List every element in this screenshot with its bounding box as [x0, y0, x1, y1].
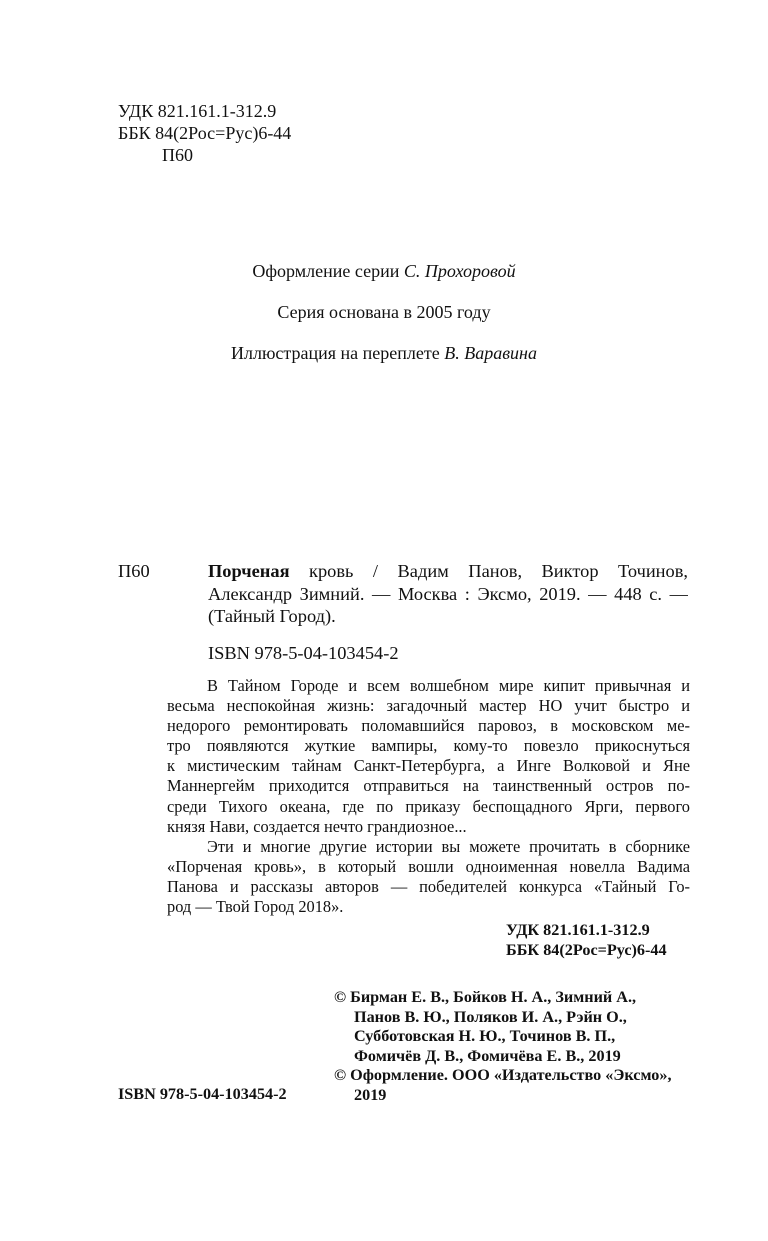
annotation-line: князя Нави, создается нечто грандиозное...: [167, 816, 467, 836]
illustration-name: В. Варавина: [444, 343, 537, 363]
copyright-block: [334, 988, 672, 1105]
record-isbn: ISBN 978-5-04-103454-2: [208, 643, 399, 663]
copyright-line: Фомичёв Д. В., Фомичёва Е. В., 2019: [354, 1046, 621, 1065]
bottom-bbk-code: ББК 84(2Рос=Рус)6-44: [506, 940, 667, 959]
copyright-line: © Бирман Е. В., Бойков Н. А., Зимний А.,: [334, 988, 637, 1006]
series-design-label: Оформление серии: [252, 261, 400, 281]
copyright-line: Панов В. Ю., Поляков И. А., Рэйн О.,: [354, 1007, 627, 1026]
bbk-code: ББК 84(2Рос=Рус)6-44: [118, 123, 292, 143]
bottom-isbn: ISBN 978-5-04-103454-2: [118, 1085, 287, 1103]
annotation-line: В Тайном Городе и всем волшебном мире кипит привычная и: [207, 676, 690, 695]
copyright-line: 2019: [354, 1085, 387, 1104]
series-design-credit: [0, 260, 768, 282]
annotation-line: к мистическим тайнам Санкт-Петербурга, а Инге Волковой и Яне: [167, 756, 690, 776]
record-line: (Тайный Город).: [208, 606, 336, 626]
bottom-udk-code: УДК 821.161.1-312.9: [506, 921, 650, 939]
annotation: [167, 676, 690, 917]
record-author-mark: П60: [118, 561, 150, 581]
series-founded: Серия основана в 2005 году: [277, 302, 491, 322]
bibliographic-record: [208, 560, 688, 628]
record-title-word: Порченая: [208, 561, 290, 581]
record-line: Александр Зимний. — Москва : Эксмо, 2019. — 448 с. —: [208, 583, 688, 604]
annotation-line: весьма неспокойная жизнь: загадочный мастер НО учит быстро и: [167, 696, 690, 716]
annotation-line: недорого ремонтировать поломавшийся паровоз, в московском ме-: [167, 716, 690, 736]
udk-code: УДК 821.161.1-312.9: [118, 101, 277, 121]
bottom-classification-codes: [506, 921, 667, 960]
author-mark: П60: [162, 145, 193, 165]
illustration-label: Иллюстрация на переплете: [231, 343, 440, 363]
annotation-line: род — Твой Город 2018».: [167, 897, 344, 917]
record-line: Порченая кровь / Вадим Панов, Виктор Точинов,: [208, 561, 688, 581]
annotation-line: тро появляются жуткие вампиры, кому-то повезло прикоснуться: [167, 736, 690, 756]
annotation-line: «Порченая кровь», в который вошли одноименная новелла Вадима: [167, 856, 690, 876]
annotation-line: Панова и рассказы авторов — победителей конкурса «Тайный Го-: [167, 876, 690, 896]
annotation-line: среди Тихого океана, где по приказу беспощадного Ярги, первого: [167, 796, 690, 816]
copyright-line: Субботовская Н. Ю., Точинов В. П.,: [354, 1027, 616, 1045]
series-design-name: С. Прохоровой: [403, 261, 516, 281]
annotation-line: Эти и многие другие истории вы можете прочитать в сборнике: [207, 836, 690, 856]
copyright-line: © Оформление. ООО «Издательство «Эксмо»,: [334, 1066, 672, 1084]
illustration-credit: [0, 342, 768, 364]
classification-codes: [118, 100, 291, 166]
annotation-line: Маннергейм приходится отправиться на таинственный остров по-: [167, 776, 690, 796]
